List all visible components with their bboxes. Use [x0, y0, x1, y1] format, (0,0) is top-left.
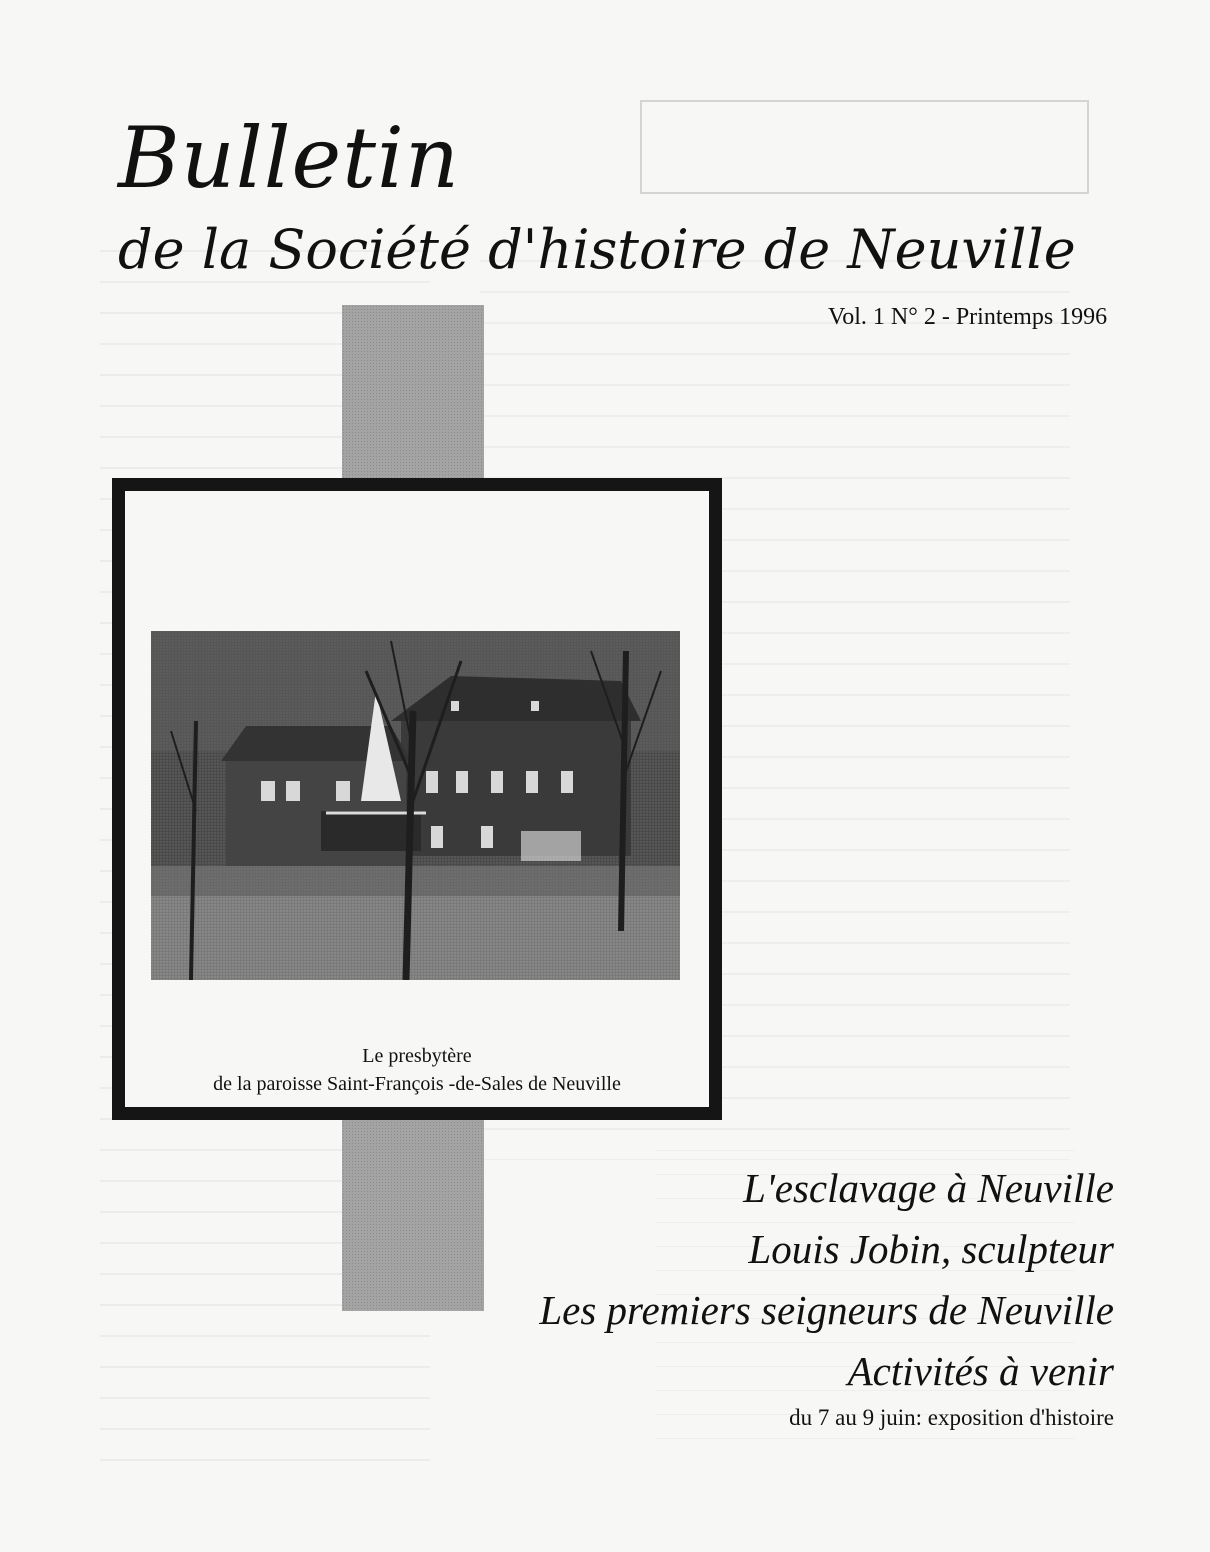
- bulletin-title: Bulletin: [118, 109, 460, 207]
- caption-line-1: Le presbytère: [362, 1045, 472, 1067]
- contents-item: Activités à venir: [847, 1348, 1114, 1394]
- bleed-through-box: [640, 100, 1089, 194]
- presbytery-illustration: [151, 631, 680, 980]
- photo-caption: [125, 1042, 709, 1098]
- caption-line-2: de la paroisse Saint-François -de-Sales de Neuville: [213, 1073, 621, 1095]
- issue-info: Vol. 1 N° 2 - Printemps 1996: [828, 304, 1108, 330]
- society-name: de la Société d'histoire de Neuville: [118, 218, 1076, 281]
- presbytery-photo: [151, 631, 680, 980]
- contents-item: Louis Jobin, sculpteur: [748, 1226, 1114, 1272]
- contents-list: [414, 1158, 1114, 1432]
- contents-item: L'esclavage à Neuville: [743, 1165, 1114, 1211]
- contents-note: du 7 au 9 juin: exposition d'histoire: [789, 1405, 1114, 1430]
- contents-item: Les premiers seigneurs de Neuville: [539, 1287, 1114, 1333]
